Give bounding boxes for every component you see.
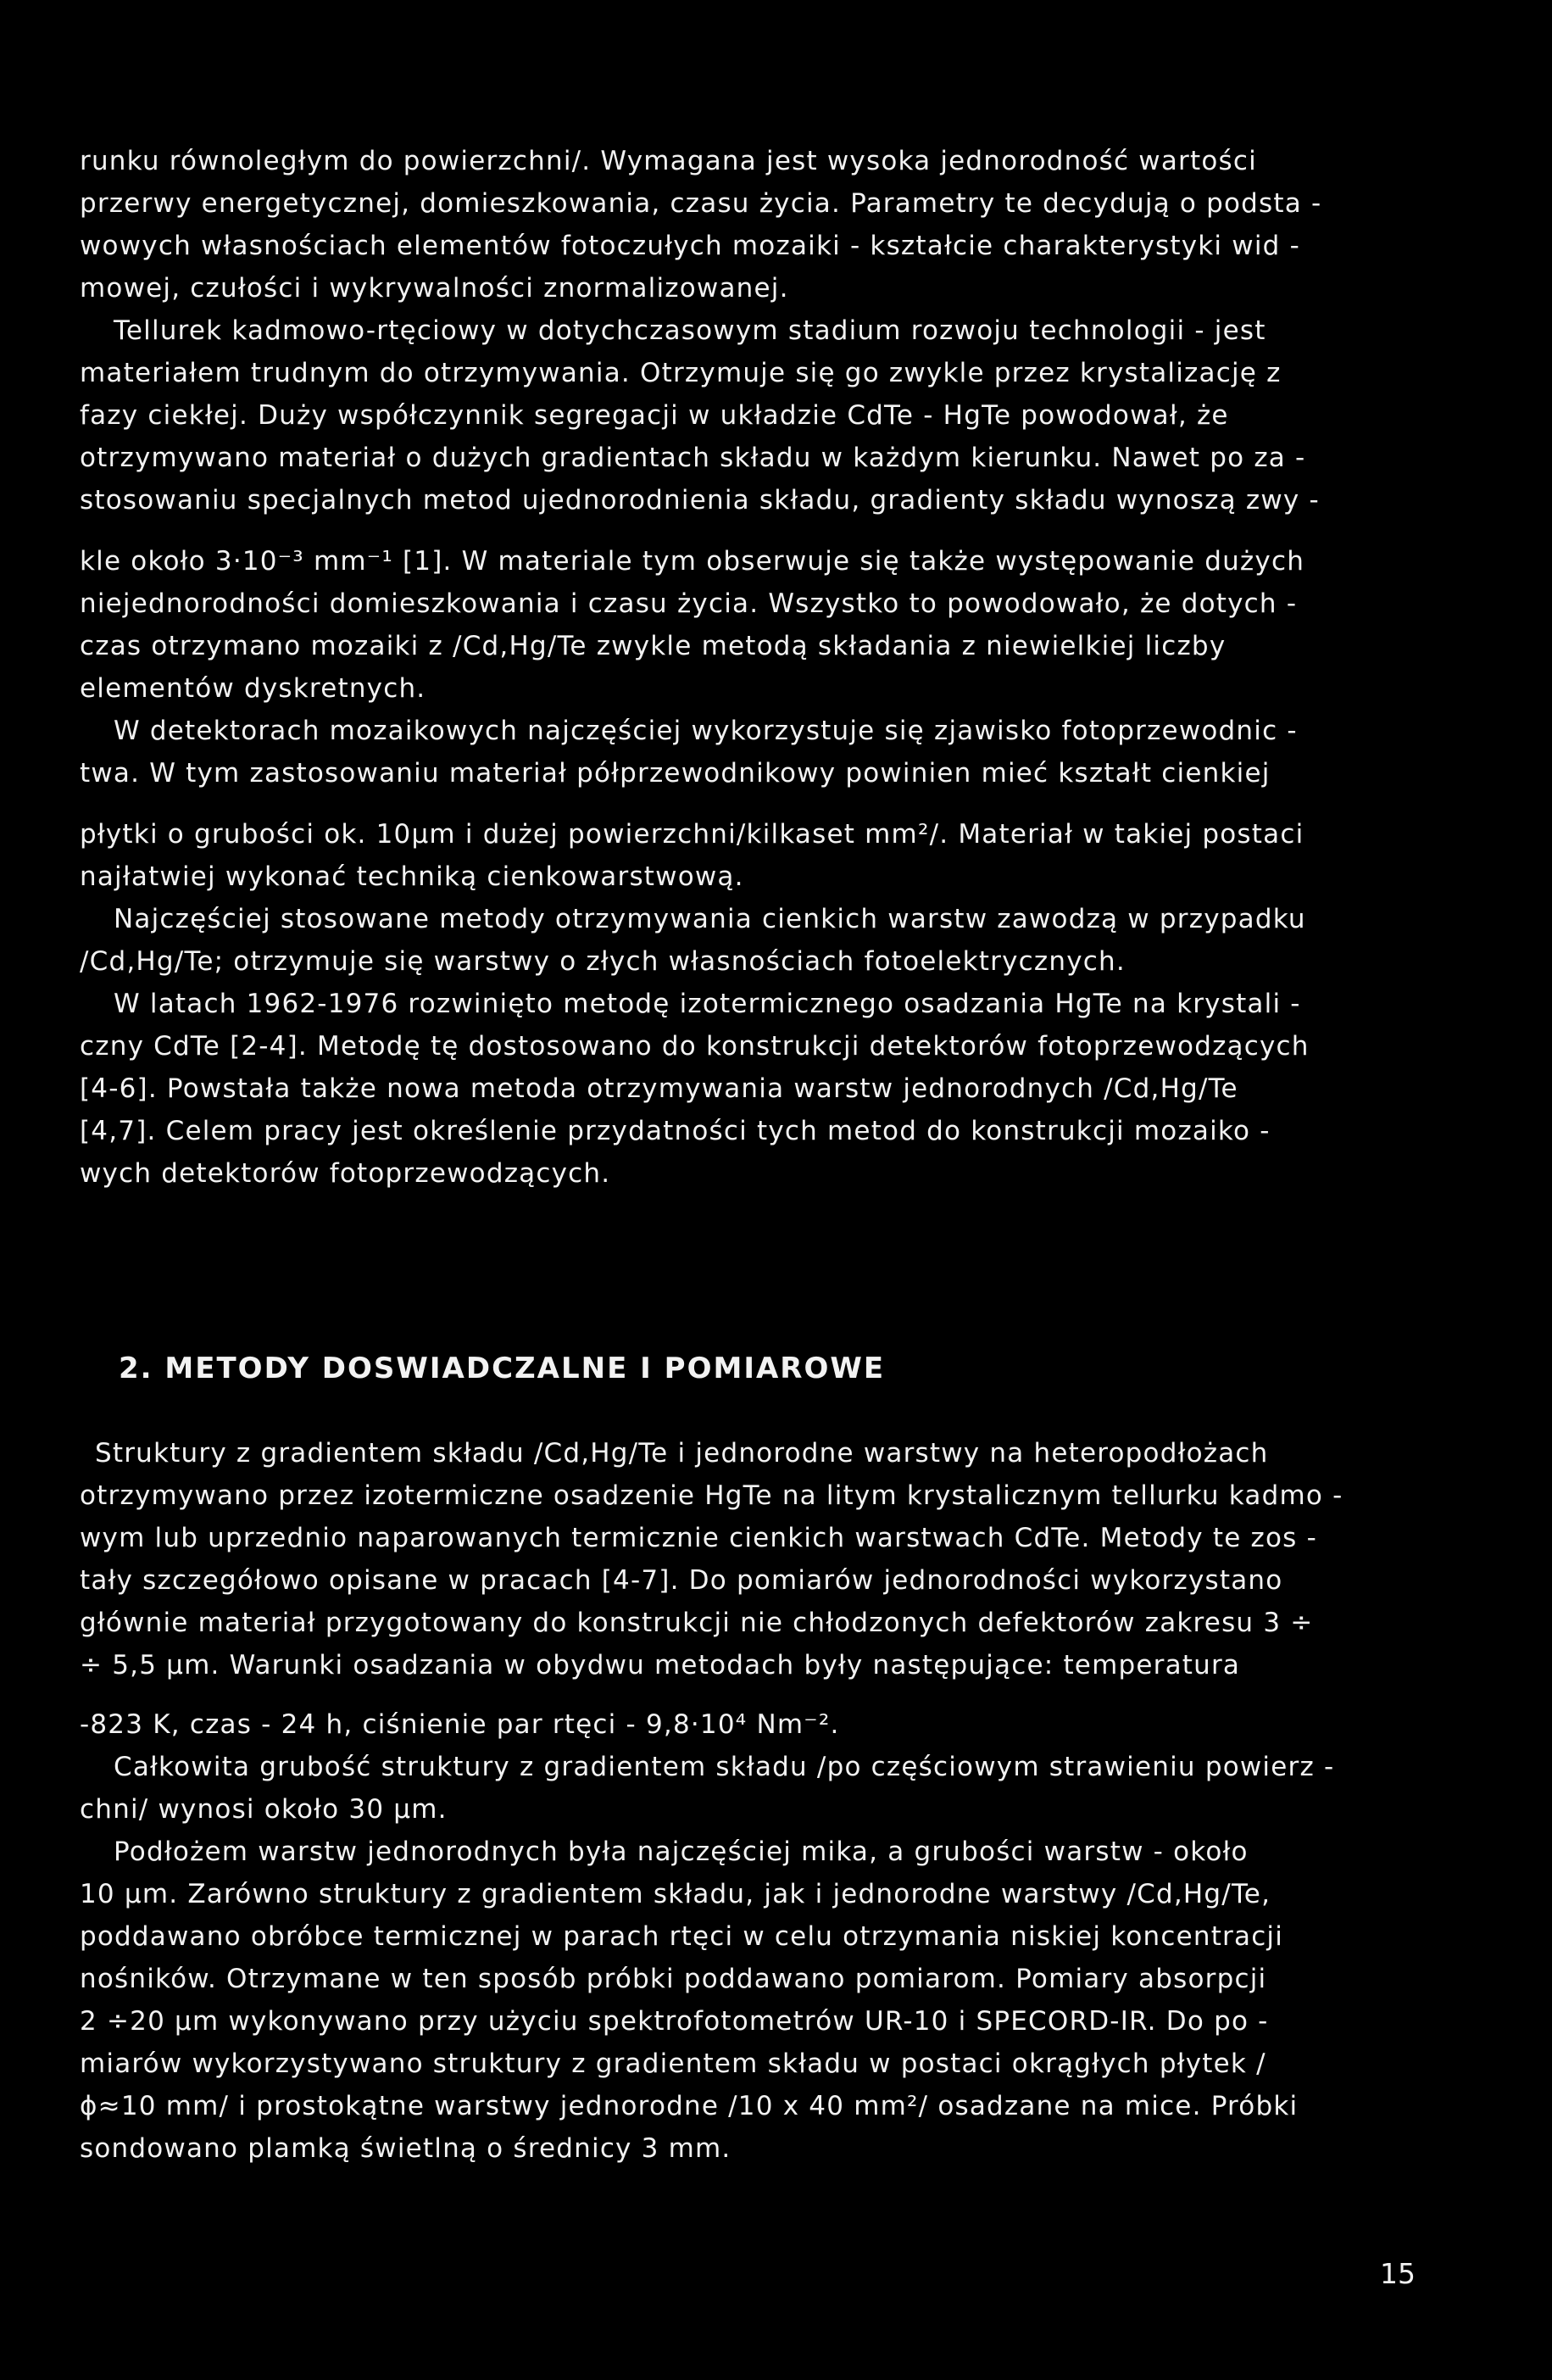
text-line: mowej, czułości i wykrywalności znormalizowanej.: [80, 273, 789, 304]
text-line: Podłożem warstw jednorodnych była najczęściej mika, a grubości warstw - około: [114, 1837, 1249, 1867]
text-line: elementów dyskretnych.: [80, 673, 426, 704]
text-line: wych detektorów fotoprzewodzących.: [80, 1158, 611, 1189]
text-line: Całkowita grubość struktury z gradientem składu /po częściowym strawieniu powierz -: [114, 1752, 1335, 1782]
text-line: sondowano plamką świetlną o średnicy 3 mm.: [80, 2133, 731, 2164]
text-line: czas otrzymano mozaiki z /Cd,Hg/Te zwykle metodą składania z niewielkiej liczby: [80, 631, 1227, 661]
text-line: otrzymywano przez izotermiczne osadzenie HgTe na litym krystalicznym tellurku kadmo -: [80, 1480, 1343, 1511]
text-line: chni/ wynosi około 30 μm.: [80, 1794, 448, 1825]
text-line: runku równoległym do powierzchni/. Wymagana jest wysoka jednorodność wartości: [80, 146, 1257, 176]
text-line: czny CdTe [2-4]. Metodę tę dostosowano do konstrukcji detektorów fotoprzewodzących: [80, 1031, 1310, 1062]
text-line: 10 μm. Zarówno struktury z gradientem składu, jak i jednorodne warstwy /Cd,Hg/Te,: [80, 1879, 1271, 1909]
section-heading: 2. METODY DOSWIADCZALNE I POMIAROWE: [119, 1352, 886, 1385]
text-line: miarów wykorzystywano struktury z gradientem składu w postaci okrągłych płytek /: [80, 2048, 1266, 2079]
text-line: głównie materiał przygotowany do konstrukcji nie chłodzonych defektorów zakresu 3 ÷: [80, 1608, 1314, 1638]
text-line: twa. W tym zastosowaniu materiał półprzewodnikowy powinien mieć kształt cienkiej: [80, 758, 1271, 789]
text-line: Struktury z gradientem składu /Cd,Hg/Te i jednorodne warstwy na heteropodłożach: [95, 1438, 1269, 1469]
page-number: 15: [1380, 2257, 1416, 2290]
text-line: Najczęściej stosowane metody otrzymywania cienkich warstw zawodzą w przypadku: [114, 904, 1306, 934]
text-line: [4,7]. Celem pracy jest określenie przydatności tych metod do konstrukcji mozaiko -: [80, 1116, 1271, 1146]
text-line: najłatwiej wykonać techniką cienkowarstwową.: [80, 861, 744, 892]
text-line: 2 ÷20 μm wykonywano przy użyciu spektrofotometrów UR-10 i SPECORD-IR. Do po -: [80, 2006, 1269, 2037]
text-line: niejednorodności domieszkowania i czasu życia. Wszystko to powodowało, że dotych -: [80, 588, 1298, 619]
text-line: stosowaniu specjalnych metod ujednorodnienia składu, gradienty składu wynoszą zwy -: [80, 485, 1320, 516]
text-line: W latach 1962-1976 rozwinięto metodę izotermicznego osadzania HgTe na krystali -: [114, 989, 1301, 1019]
text-line: /Cd,Hg/Te; otrzymuje się warstwy o złych własnościach fotoelektrycznych.: [80, 946, 1126, 977]
text-line: [4-6]. Powstała także nowa metoda otrzymywania warstw jednorodnych /Cd,Hg/Te: [80, 1073, 1238, 1104]
text-line: -823 K, czas - 24 h, ciśnienie par rtęci - 9,8·10⁴ Nm⁻².: [80, 1709, 840, 1740]
text-line: Tellurek kadmowo-rtęciowy w dotychczasowym stadium rozwoju technologii - jest: [114, 315, 1266, 346]
text-line: W detektorach mozaikowych najczęściej wykorzystuje się zjawisko fotoprzewodnic -: [114, 716, 1298, 746]
text-line: otrzymywano materiał o dużych gradientach składu w każdym kierunku. Nawet po za -: [80, 443, 1306, 473]
text-line: poddawano obróbce termicznej w parach rtęci w celu otrzymania niskiej koncentracji: [80, 1921, 1284, 1952]
text-line: kle około 3·10⁻³ mm⁻¹ [1]. W materiale tym obserwuje się także występowanie dużych: [80, 546, 1305, 577]
text-line: wowych własnościach elementów fotoczułych mozaiki - kształcie charakterystyki wid -: [80, 231, 1300, 261]
text-line: ÷ 5,5 μm. Warunki osadzania w obydwu metodach były następujące: temperatura: [80, 1650, 1241, 1680]
text-line: tały szczegółowo opisane w pracach [4-7]. Do pomiarów jednorodności wykorzystano: [80, 1565, 1283, 1596]
text-line: przerwy energetycznej, domieszkowania, czasu życia. Parametry te decydują o podsta -: [80, 188, 1322, 219]
text-line: wym lub uprzednio naparowanych termicznie cienkich warstwach CdTe. Metody te zos -: [80, 1523, 1317, 1553]
text-line: fazy ciekłej. Duży współczynnik segregacji w układzie CdTe - HgTe powodował, że: [80, 400, 1229, 431]
text-line: ϕ≈10 mm/ i prostokątne warstwy jednorodne /10 x 40 mm²/ osadzane na mice. Próbki: [80, 2091, 1299, 2121]
text-line: materiałem trudnym do otrzymywania. Otrzymuje się go zwykle przez krystalizację z: [80, 358, 1282, 388]
text-line: płytki o grubości ok. 10μm i dużej powierzchni/kilkaset mm²/. Materiał w takiej postaci: [80, 819, 1304, 850]
text-line: nośników. Otrzymane w ten sposób próbki poddawano pomiarom. Pomiary absorpcji: [80, 1964, 1267, 1994]
